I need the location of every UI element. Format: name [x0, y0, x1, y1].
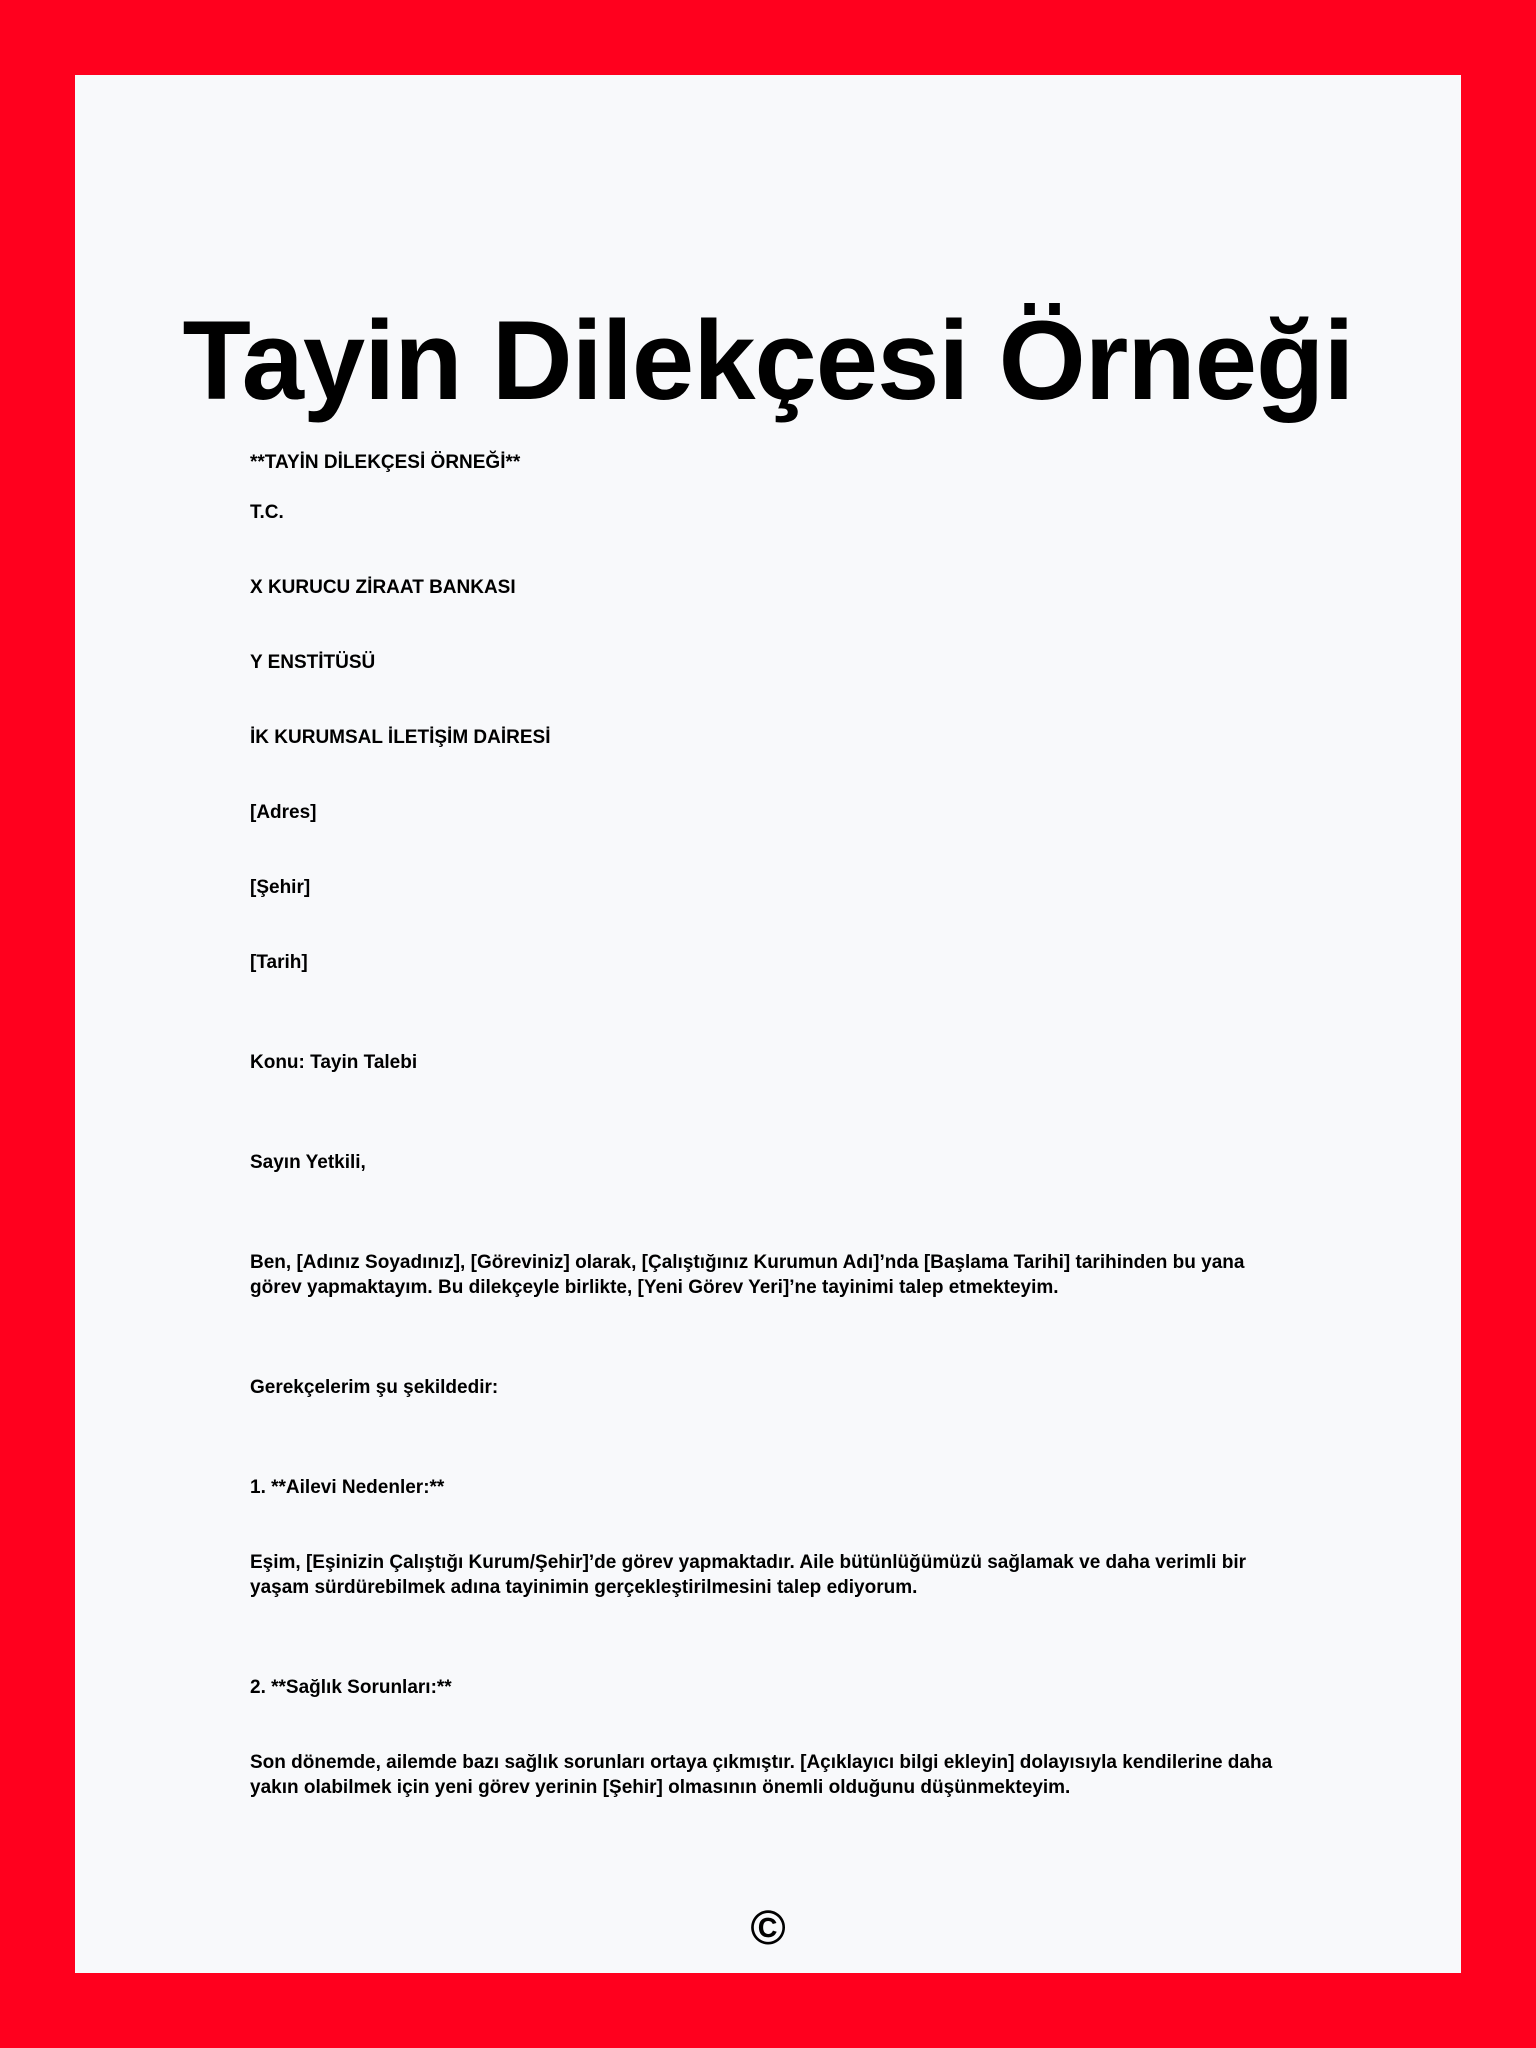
document-heading: **TAYİN DİLEKÇESİ ÖRNEĞİ**	[250, 452, 521, 473]
intro-paragraph: Ben, [Adınız Soyadınız], [Göreviniz] olarak, [Çalıştığınız Kurumun Adı]’nda [Başlama Tarihi] tarihinden bu yana görev yapmaktayım. Bu dilekçeyle birlikte, [Yeni Görev Yeri]’ne tayinimi talep etmekteyim.	[250, 1252, 1245, 1298]
reasons-intro: Gerekçelerim şu şekildedir:	[250, 1377, 499, 1398]
recipient-line: T.C.	[250, 502, 284, 523]
recipient-line: X KURUCU ZİRAAT BANKASI	[250, 577, 516, 598]
reason-title: 2. **Sağlık Sorunları:**	[250, 1677, 452, 1698]
reason-paragraph: Eşim, [Eşinizin Çalıştığı Kurum/Şehir]’de görev yapmaktadır. Aile bütünlüğümüzü sağlamak ve daha verimli bir yaşam sürdürebilmek adına tayinimin gerçekleştirilmesini talep ediyorum.	[250, 1552, 1246, 1598]
recipient-line: İK KURUMSAL İLETİŞİM DAİRESİ	[250, 727, 551, 748]
salutation: Sayın Yetkili,	[250, 1152, 366, 1173]
document-page	[75, 75, 1461, 1973]
reason-paragraph: Son dönemde, ailemde bazı sağlık sorunları ortaya çıkmıştır. [Açıklayıcı bilgi ekleyin] dolayısıyla kendilerine daha yakın olabilmek için yeni görev yerinin [Şehir] olmasının önemli olduğunu düşünmekteyim.	[250, 1752, 1273, 1798]
date-placeholder: [Tarih]	[250, 952, 308, 973]
subject-line: Konu: Tayin Talebi	[250, 1052, 418, 1073]
city-placeholder: [Şehir]	[250, 877, 311, 898]
address-placeholder: [Adres]	[250, 802, 317, 823]
reason-title: 1. **Ailevi Nedenler:**	[250, 1477, 445, 1498]
recipient-line: Y ENSTİTÜSÜ	[250, 652, 376, 673]
copyright-icon: ©	[750, 1902, 786, 1955]
page-title: Tayin Dilekçesi Örneği	[182, 298, 1354, 423]
